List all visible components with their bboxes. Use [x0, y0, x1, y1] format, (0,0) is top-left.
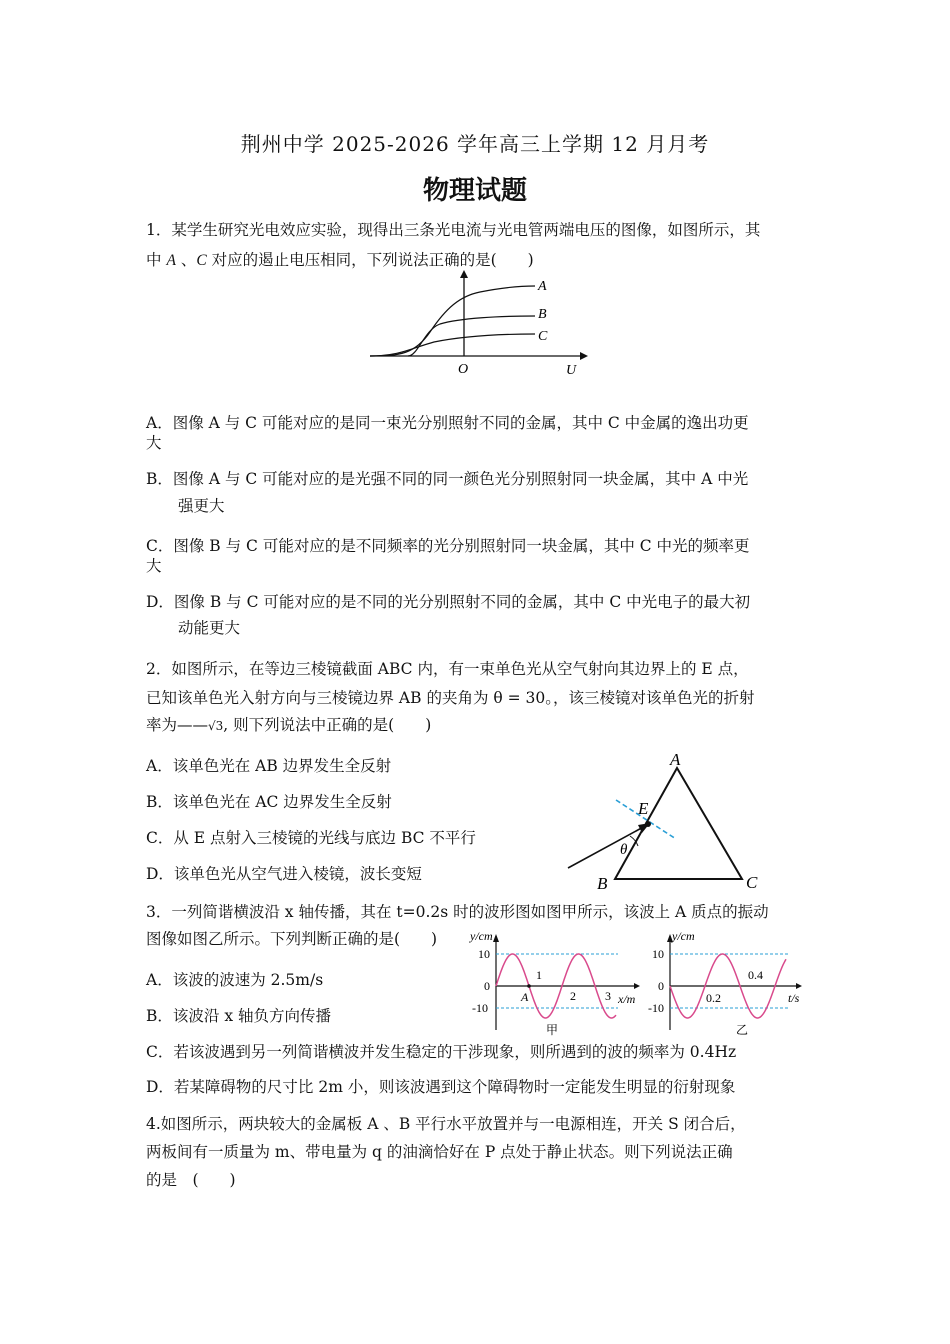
q3-vib-yneg: -10: [648, 1001, 664, 1015]
q2-stem-line2: 已知该单色光入射方向与三棱镜边界 AB 的夹角为 θ = 30。，该三棱镜对该单色光的折射: [146, 689, 755, 707]
q2-label-c: C: [746, 873, 758, 892]
q1-label-b: B: [538, 307, 547, 322]
q1-stem-line1: 1．某学生研究光电效应实验，现得出三条光电流与光电管两端电压的图像，如图所示，其: [146, 221, 761, 239]
q2-option-d: D．该单色光从空气进入棱镜，波长变短: [146, 865, 422, 883]
q1-i-axis-arrow: [460, 270, 468, 278]
q1-photocurrent-graph: [360, 270, 600, 380]
q1-option-c-line1: C．图像 B 与 C 可能对应的是不同频率的光分别照射同一块金属，其中 C 中光的频率更: [146, 537, 750, 555]
q3-option-b: B．该波沿 x 轴负方向传播: [146, 1007, 331, 1025]
q2-stem-line3: 率为——√3, 则下列说法中正确的是( ): [146, 716, 432, 734]
q4-stem-line3: 的是 ( ): [146, 1171, 236, 1189]
q4-stem-line1: 4.如图所示，两块较大的金属板 A 、B 平行水平放置并与一电源相连，开关 S 闭合后，: [146, 1115, 746, 1133]
q3-wave-caption: 甲: [546, 1023, 559, 1037]
q3-wave-x1: 1: [536, 968, 542, 982]
q1-option-c-line2: 大: [146, 557, 162, 575]
q3-wave-y0: 0: [484, 979, 490, 993]
q3-wave-graph: [468, 930, 648, 1038]
q2-stem-line1: 2．如图所示，在等边三棱镜截面 ABC 内，有一束单色光从空气射向其边界上的 E 点，: [146, 660, 749, 678]
q3-point-a: [527, 984, 531, 988]
q3-wave-label-a: A: [521, 990, 529, 1004]
q1-label-u: U: [566, 363, 577, 378]
q2-label-a: A: [670, 750, 681, 769]
q3-wave-ylabel: y/cm: [470, 929, 493, 943]
q3-vib-t1: 0.2: [706, 991, 721, 1005]
q3-vib-ylabel: y/cm: [672, 929, 695, 943]
q2-point-e: [645, 821, 651, 827]
q1-u-axis-arrow: [580, 352, 588, 360]
q1-curve-c: [370, 334, 535, 356]
q3-wave-x2: 2: [570, 989, 576, 1003]
q3-option-c: C．若该波遇到另一列简谐横波并发生稳定的干涉现象，则所遇到的波的频率为 0.4Hz: [146, 1043, 737, 1061]
q3-option-d: D．若某障碍物的尺寸比 2m 小，则该波遇到这个障碍物时一定能发生明显的衍射现象: [146, 1078, 736, 1096]
q3-vibration-graph: [648, 930, 808, 1038]
q2-label-theta: θ: [620, 842, 628, 858]
q1-stem-line2: 中 A 、C 对应的遏止电压相同，下列说法正确的是( ): [146, 251, 534, 269]
q4-stem-line2: 两板间有一质量为 m、带电量为 q 的油滴恰好在 P 点处于静止状态。则下列说法正确: [146, 1143, 733, 1161]
q1-option-d-line1: D．图像 B 与 C 可能对应的是不同的光分别照射不同的金属，其中 C 中光电子的最大初: [146, 593, 751, 611]
q1-option-d-line2: 动能更大: [178, 619, 241, 637]
q1-option-a-line2: 大: [146, 434, 162, 452]
exam-title: 荆州中学 2025-2026 学年高三上学期 12 月月考: [240, 132, 710, 156]
q1-label-c: C: [538, 329, 548, 344]
q2-prism-triangle: [615, 768, 742, 879]
q2-label-b: B: [597, 874, 608, 893]
q3-vib-y0: 0: [658, 979, 664, 993]
q1-label-a: A: [538, 279, 547, 294]
q2-option-b: B．该单色光在 AC 边界发生全反射: [146, 793, 392, 811]
q1-option-b-line2: 强更大: [178, 497, 225, 515]
subject-title: 物理试题: [422, 176, 527, 206]
q3-stem-line2: 图像如图乙所示。下列判断正确的是( ): [146, 930, 438, 948]
q3-option-a: A．该波的波速为 2.5m/s: [146, 971, 324, 989]
q2-prism-figure: [560, 748, 770, 893]
q1-option-a-line1: A．图像 A 与 C 可能对应的是同一束光分别照射不同的金属，其中 C 中金属的逸出功更: [146, 414, 749, 432]
q3-stem-line1: 3．一列简谐横波沿 x 轴传播，其在 t=0.2s 时的波形图如图甲所示，该波上 A 质点的振动: [146, 903, 769, 921]
q1-label-origin: O: [458, 362, 469, 377]
q3-wave-x3: 3: [605, 989, 611, 1003]
q2-option-a: A．该单色光在 AB 边界发生全反射: [146, 757, 392, 775]
q3-wave-xlabel: x/m: [618, 992, 636, 1006]
q2-incident-ray: [568, 825, 647, 868]
q2-option-c: C．从 E 点射入三棱镜的光线与底边 BC 不平行: [146, 829, 476, 847]
q1-option-b-line1: B．图像 A 与 C 可能对应的是光强不同的同一颜色光分别照射同一块金属，其中 A 中光: [146, 470, 749, 488]
q3-vib-t2: 0.4: [748, 968, 763, 982]
q3-wave-yneg: -10: [472, 1001, 488, 1015]
q2-label-e: E: [638, 799, 649, 818]
q3-vib-xlabel: t/s: [788, 991, 800, 1005]
q3-vib-y10: 10: [652, 947, 664, 961]
q3-wave-y10: 10: [478, 947, 490, 961]
q3-vib-caption: 乙: [736, 1023, 749, 1037]
